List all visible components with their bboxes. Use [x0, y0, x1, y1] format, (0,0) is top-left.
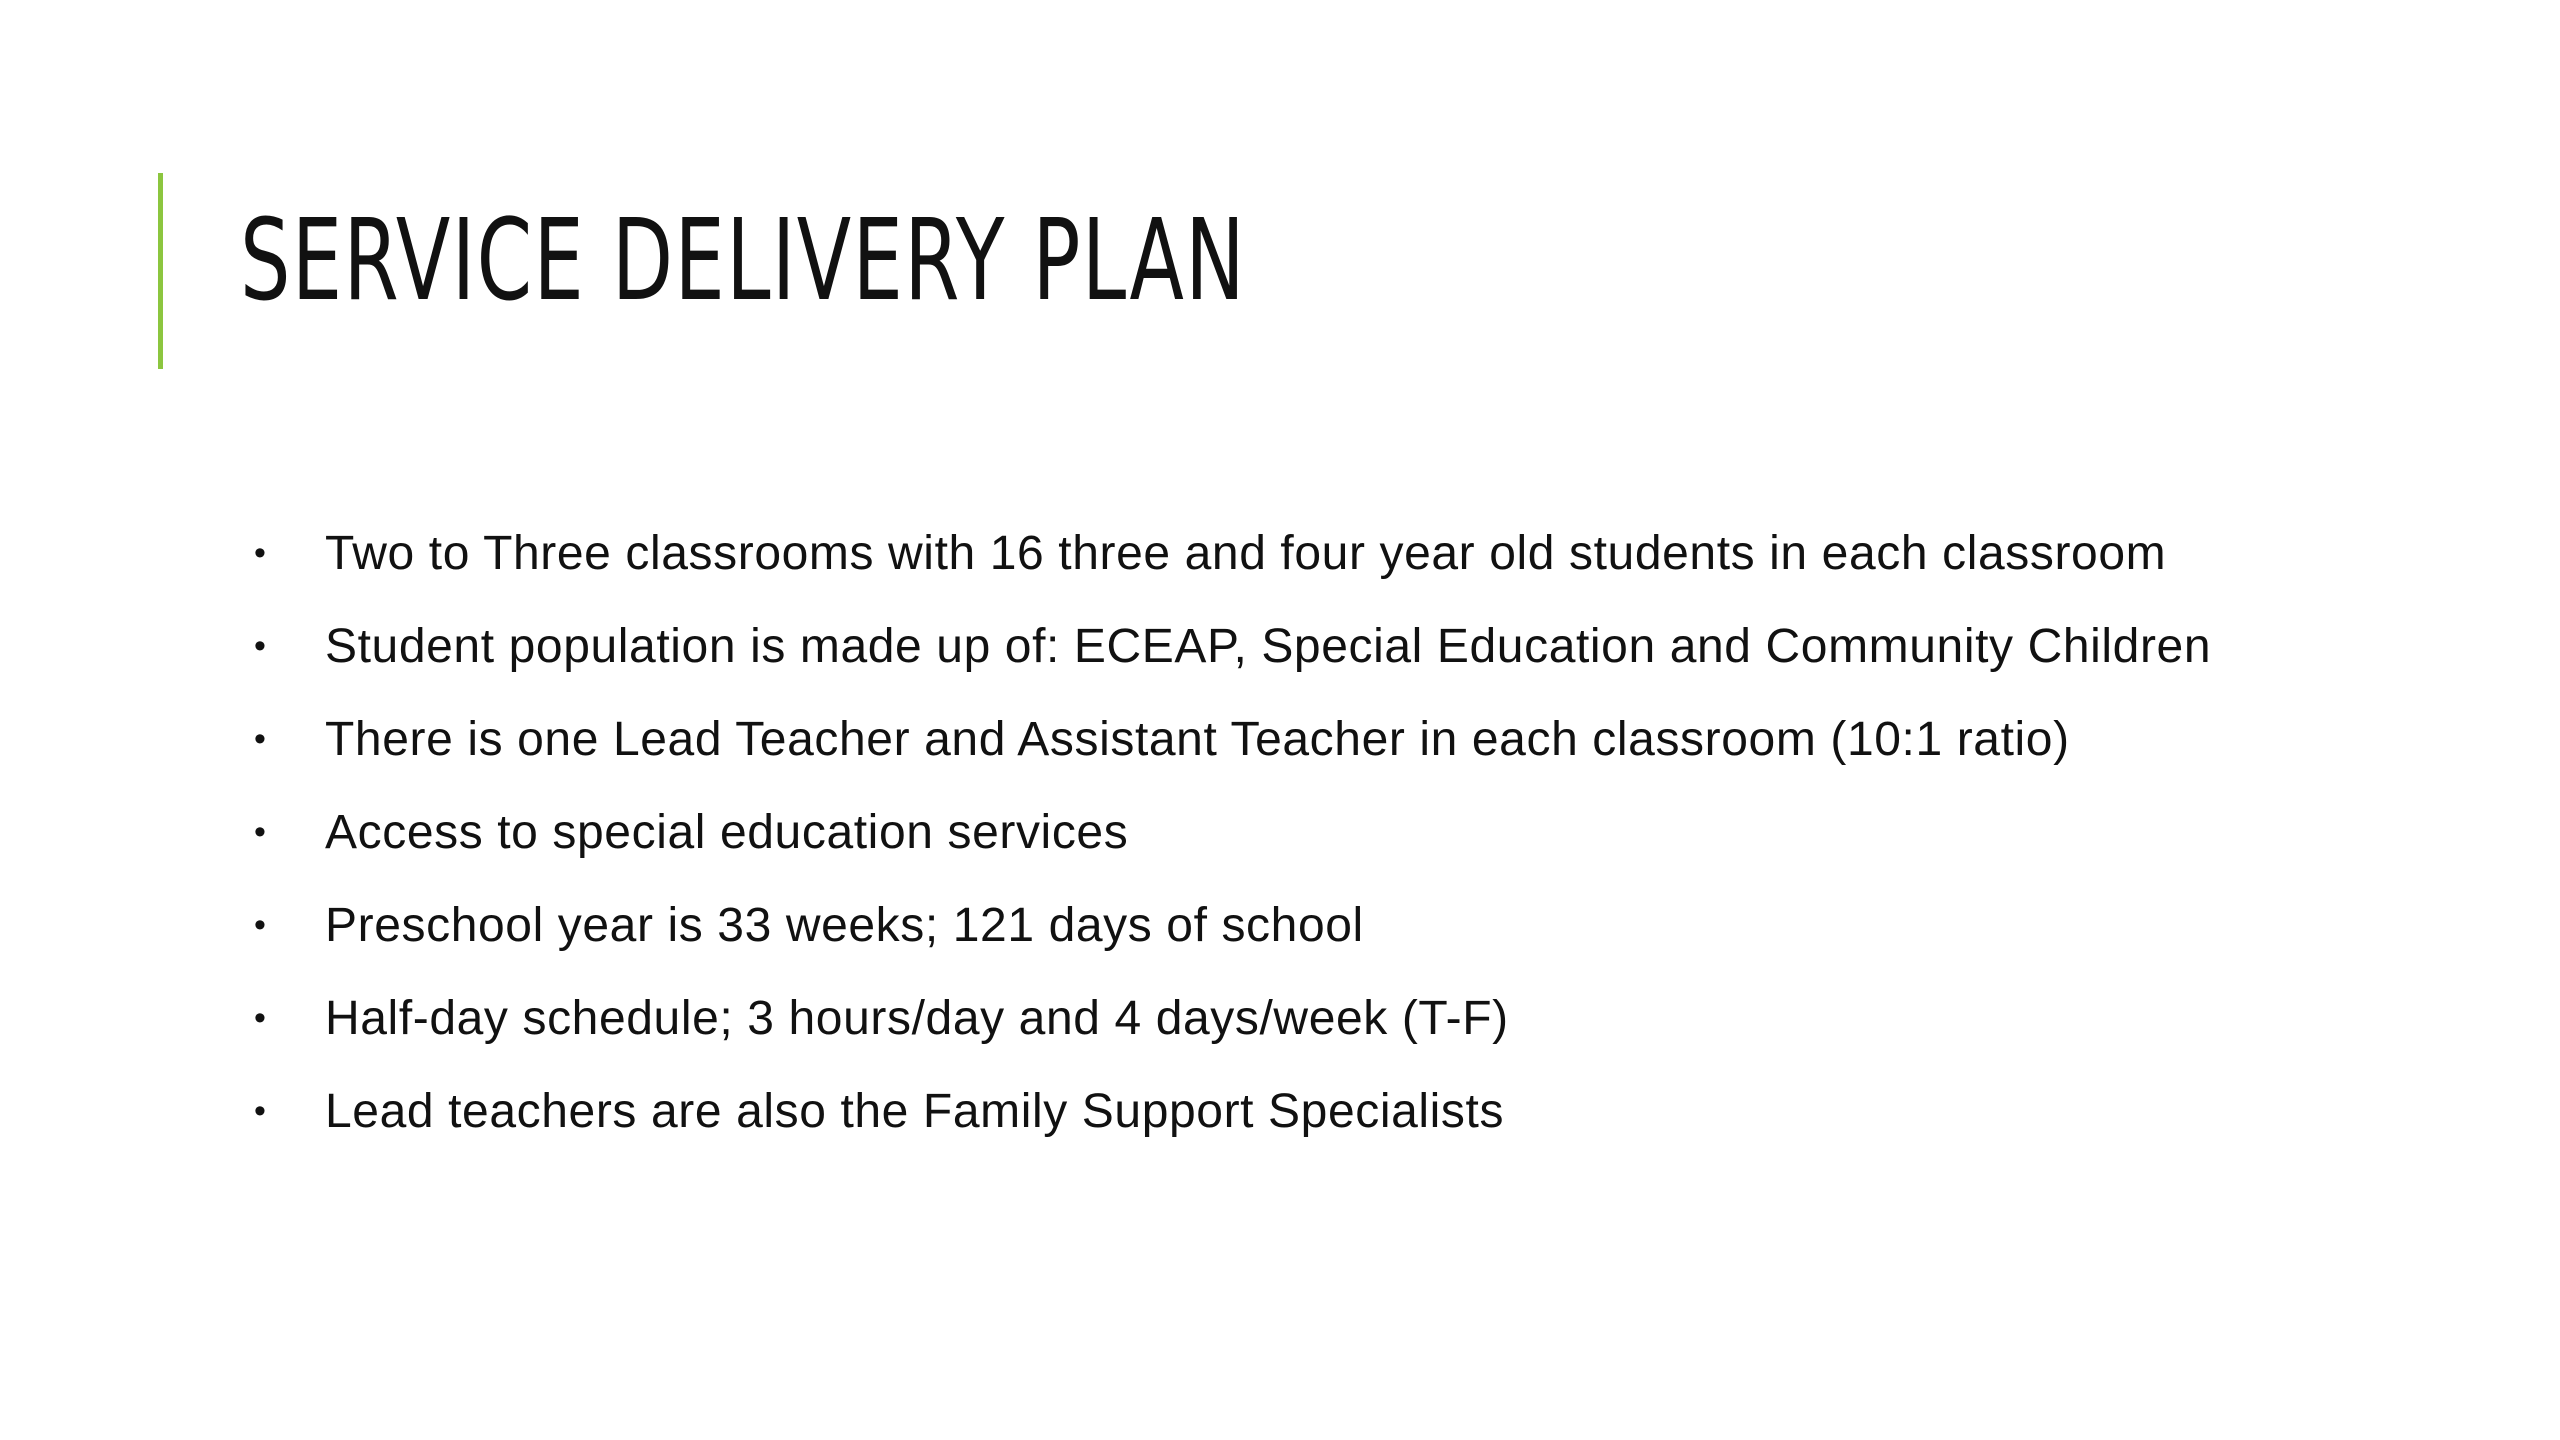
bullet-list: [250, 507, 2250, 1158]
bullet-item: • Half-day schedule; 3 hours/day and 4 days/week (T-F): [250, 972, 2250, 1065]
title-accent-bar: [158, 173, 163, 369]
bullet-item: • Two to Three classrooms with 16 three and four year old students in each classroom: [250, 507, 2250, 600]
bullet-item: • Student population is made up of: ECEAP, Special Education and Community Children: [250, 600, 2250, 693]
bullet-item: • Lead teachers are also the Family Support Specialists: [250, 1065, 2250, 1158]
slide-title: SERVICE DELIVERY PLAN: [240, 196, 1247, 326]
bullet-item: • Access to special education services: [250, 786, 2250, 879]
bullet-item: • There is one Lead Teacher and Assistant Teacher in each classroom (10:1 ratio): [250, 693, 2250, 786]
bullet-item: • Preschool year is 33 weeks; 121 days of school: [250, 879, 2250, 972]
